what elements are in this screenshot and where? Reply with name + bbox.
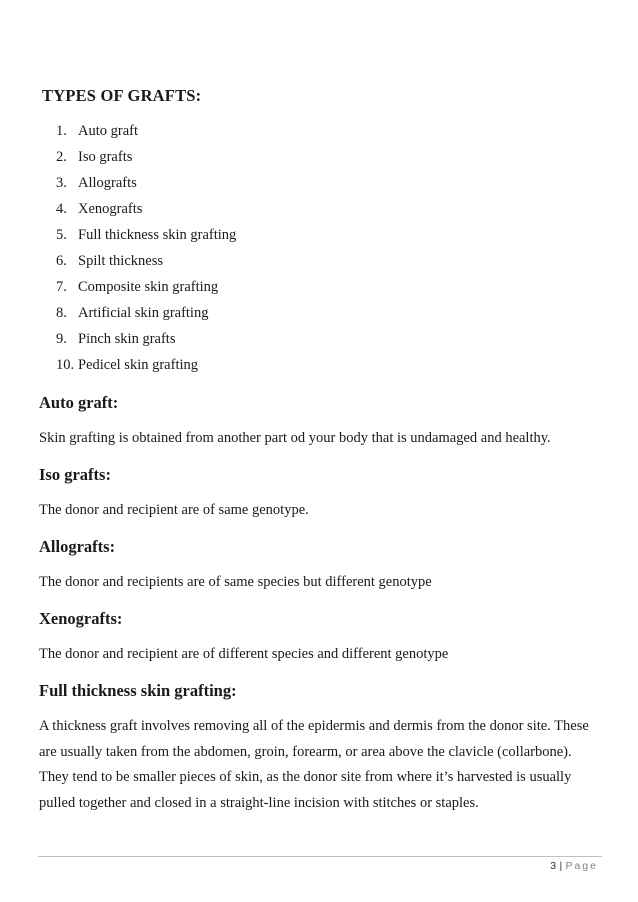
section-full-thickness <box>39 680 604 816</box>
list-item <box>56 303 236 329</box>
list-number: 9. <box>56 331 67 347</box>
list-item-label: Pinch skin grafts <box>78 331 176 347</box>
section-allografts <box>39 536 604 592</box>
list-item <box>56 147 236 173</box>
list-item <box>56 173 236 199</box>
footer-separator: | <box>559 860 563 872</box>
list-item <box>56 121 236 147</box>
section-body: The donor and recipient are of same genotype. <box>39 502 309 518</box>
list-item <box>56 225 236 251</box>
section-heading: Allografts: <box>39 537 116 556</box>
section-body: The donor and recipients are of same species but different genotype <box>39 574 432 590</box>
list-item-label: Composite skin grafting <box>78 279 219 295</box>
page-footer <box>550 860 598 872</box>
list-number: 4. <box>56 201 67 217</box>
list-number: 1. <box>56 123 67 139</box>
page-word: Page <box>565 860 598 872</box>
list-number: 5. <box>56 227 67 243</box>
grafts-type-list <box>56 121 236 381</box>
list-item-label: Full thickness skin grafting <box>78 227 237 243</box>
section-heading: Xenografts: <box>39 609 123 628</box>
list-item-label: Auto graft <box>78 123 138 139</box>
list-item-label: Spilt thickness <box>78 253 163 269</box>
list-item-label: Xenografts <box>78 201 143 217</box>
list-item-label: Artificial skin grafting <box>78 305 209 321</box>
list-item <box>56 355 236 381</box>
list-number: 2. <box>56 149 67 165</box>
section-body: The donor and recipient are of different species and different genotype <box>39 646 449 662</box>
page-number: 3 <box>550 860 557 872</box>
list-item <box>56 251 236 277</box>
list-item-label: Pedicel skin grafting <box>78 357 199 373</box>
list-item-label: Iso grafts <box>78 149 133 165</box>
section-iso-grafts <box>39 464 604 520</box>
list-number: 3. <box>56 175 67 191</box>
list-number: 7. <box>56 279 67 295</box>
section-body: A thickness graft involves removing all of the epidermis and dermis from the donor site. These are usually taken from the abdomen, groin, forearm, or area above the clavicle (collarbone). They tend to be smaller pieces of skin, as the donor site from where it’s harvested is usually pulled together and closed in a straight-line incision with stitches or staples. <box>39 718 589 811</box>
section-xenografts <box>39 608 604 664</box>
section-heading: Full thickness skin grafting: <box>39 681 237 700</box>
list-number: 6. <box>56 253 67 269</box>
section-heading: Auto graft: <box>39 393 119 412</box>
section-heading: Iso grafts: <box>39 465 111 484</box>
footer-divider <box>38 856 602 857</box>
section-body: Skin grafting is obtained from another part od your body that is undamaged and healthy. <box>39 430 551 446</box>
page-heading: TYPES OF GRAFTS: <box>42 86 202 105</box>
list-item <box>56 199 236 225</box>
list-item-label: Allografts <box>78 175 137 191</box>
list-item <box>56 329 236 355</box>
list-number: 10. <box>56 357 75 373</box>
section-auto-graft <box>39 392 604 448</box>
list-item <box>56 277 236 303</box>
list-number: 8. <box>56 305 67 321</box>
